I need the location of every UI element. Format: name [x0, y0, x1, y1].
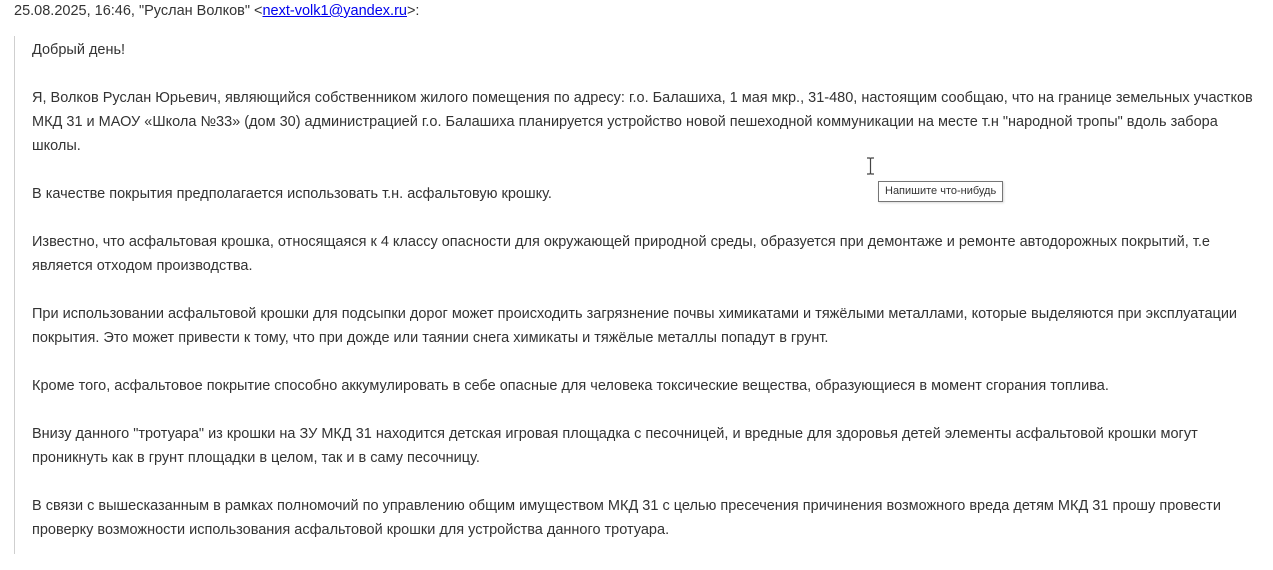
- header-suffix: >:: [406, 3, 420, 19]
- tooltip: Напишите что-нибудь: [878, 181, 1003, 202]
- sender-email-link[interactable]: next-volk1@yandex.ru: [262, 3, 407, 19]
- message-header: [14, 1, 419, 21]
- paragraph-hazard-class: Известно, что асфальтовая крошка, относящаяся к 4 классу опасности для окружающей природной среды, образуется при демонтаже и ремонте автодорожных покрытий, т.е является отходом производства.: [32, 234, 1210, 274]
- quoted-message-body: [14, 36, 1264, 554]
- paragraph-playground: Внизу данного "тротуара" из крошки на ЗУ МКД 31 находится детская игровая площадка с песочницей, и вредные для здоровья детей элементы асфальтовой крошки могут проникнуть как в грунт площадки в целом, так и в саму песочницу.: [32, 426, 1198, 466]
- header-date-sender: 25.08.2025, 16:46, "Руслан Волков" <: [14, 3, 263, 19]
- paragraph-toxic: Кроме того, асфальтовое покрытие способно аккумулировать в себе опасные для человека токсические вещества, образующиеся в момент сгорания топлива.: [32, 378, 1109, 394]
- paragraph-contamination: При использовании асфальтовой крошки для подсыпки дорог может происходить загрязнение почвы химикатами и тяжёлыми металлами, которые выделяются при эксплуатации покрытия. Это может привести к тому, что при дожде или таянии снега химикаты и тяжёлые металлы попадут в грунт.: [32, 306, 1238, 346]
- paragraph-greeting: Добрый день!: [32, 42, 126, 58]
- paragraph-request: В связи с вышесказанным в рамках полномочий по управлению общим имуществом МКД 31 с целью пресечения причинения возможного вреда детям МКД 31 прошу провести проверку возможности использования асфальтовой крошки для устройства данного тротуара.: [32, 498, 1221, 538]
- text-cursor-icon: [866, 157, 875, 175]
- paragraph-coating: В качестве покрытия предполагается использовать т.н. асфальтовую крошку.: [32, 186, 552, 202]
- paragraph-intro: Я, Волков Руслан Юрьевич, являющийся собственником жилого помещения по адресу: г.о. Балашиха, 1 мая мкр., 31-480, настоящим сообщаю, что на границе земельных участков МКД 31 и МАОУ «Школа №33» (дом 30) администрацией г.о. Балашиха планируется устройство новой пешеходной коммуникации на месте т.н "народной тропы" вдоль забора школы.: [32, 90, 1253, 154]
